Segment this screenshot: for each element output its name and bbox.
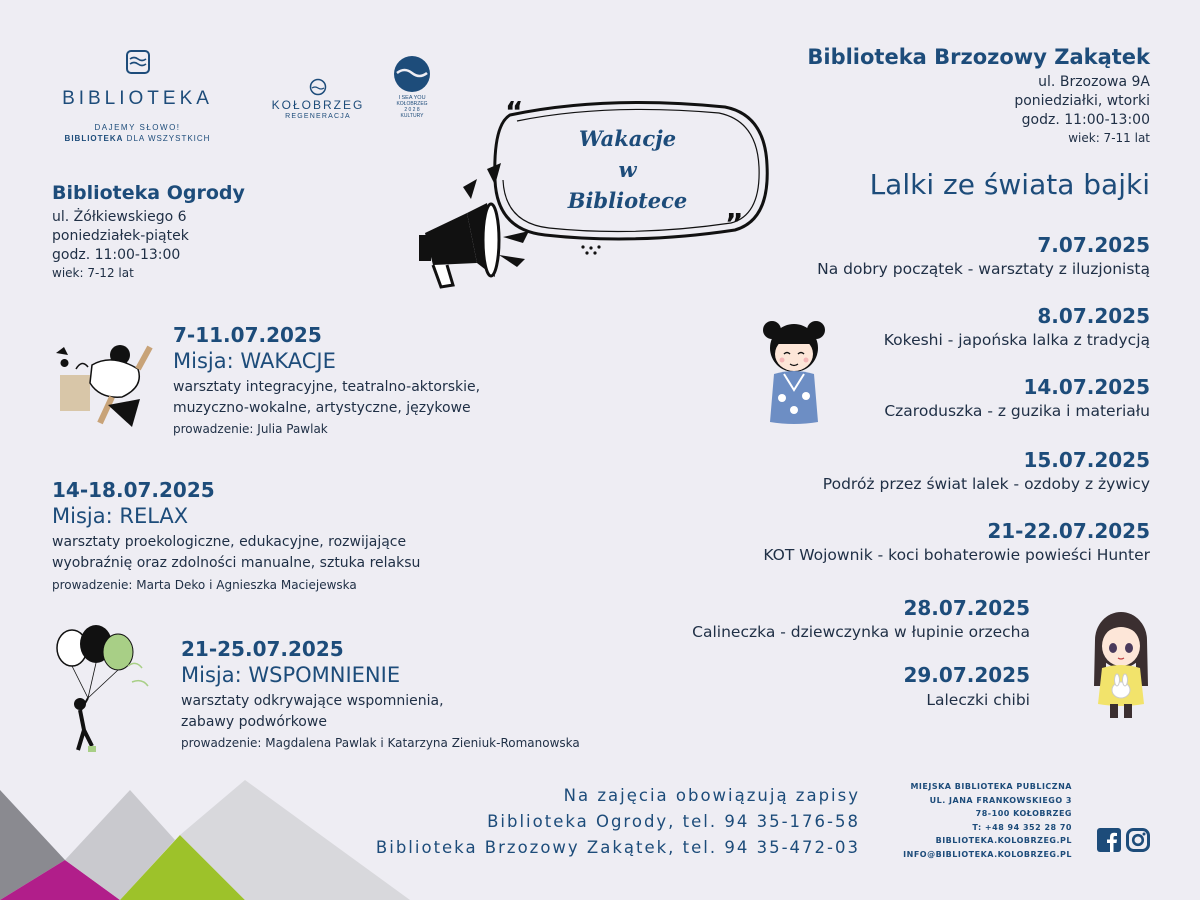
balloons-illustration [52,622,162,762]
enrollment-line3: Biblioteka Brzozowy Zakątek, tel. 94 35-472-03 [375,838,860,857]
event-desc-1: warsztaty odkrywające wspomnienia, [181,693,444,709]
footer-street: UL. JANA FRANKOWSKIEGO 3 [929,795,1072,805]
kolobrzeg-logo-name: KOŁOBRZEG [271,98,365,112]
event-title: Kokeshi - japońska lalka z tradycją [883,331,1150,349]
kolobrzeg-logo-sub: REGENERACJA [285,113,351,120]
biblioteka-logo-name: BIBLIOTEKA [62,88,213,109]
event-title: Na dobry początek - warsztaty z iluzjonistą [817,260,1150,278]
ogrody-event [52,478,492,592]
kolobrzeg-emblem-icon [308,78,328,96]
brzozowy-event [650,448,1150,493]
event-date: 21-25.07.2025 [181,637,344,661]
event-date: 14-18.07.2025 [52,478,215,502]
event-mission: Misja: WAKACJE [173,349,336,373]
book-waves-icon [123,48,153,76]
event-lead: prowadzenie: Magdalena Pawlak i Katarzyna Zieniuk-Romanowska [181,736,580,750]
event-date: 29.07.2025 [903,663,1030,687]
event-date: 7.07.2025 [1037,233,1150,257]
biblioteka-logo-tagline-1: DAJEMY SŁOWO! [94,123,181,132]
event-desc-1: warsztaty proekologiczne, edukacyjne, rozwijające [52,534,407,550]
isea-line3: 2 0 2 8 [404,107,420,113]
enrollment-info [330,783,860,861]
brzozowy-info [700,45,1150,145]
headline [540,123,715,216]
chibi-doll-illustration [1088,608,1154,723]
biblioteka-logo [50,48,225,143]
brzozowy-name: Biblioteka Brzozowy Zakątek [807,45,1150,69]
event-title: Laleczki chibi [926,691,1030,709]
brzozowy-hours: godz. 11:00-13:00 [1021,112,1150,128]
event-title: KOT Wojownik - koci bohaterowie powieści Hunter [763,546,1150,564]
event-desc-2: wyobraźnię oraz zdolności manualne, sztuka relaksu [52,555,421,571]
kokeshi-doll-illustration [760,318,828,426]
brzozowy-event [650,233,1150,278]
isea-line1: I SEA YOU [398,95,426,101]
event-desc-1: warsztaty integracyjne, teatralno-aktorskie, [173,379,481,395]
brzozowy-event [650,375,1150,420]
ogrody-name: Biblioteka Ogrody [52,182,245,204]
event-desc-2: zabawy podwórkowe [181,714,327,730]
facebook-icon[interactable] [1097,828,1121,852]
headline-line1: Wakacje [578,126,677,151]
event-title: Calineczka - dziewczynka w łupinie orzecha [692,623,1030,641]
brzozowy-event [650,519,1150,564]
isea-line4: KULTURY [400,113,424,119]
brzozowy-event [600,596,1030,641]
dancer-illustration [52,335,162,430]
footer-web[interactable]: BIBLIOTEKA.KOLOBRZEG.PL [935,836,1072,845]
event-mission: Misja: WSPOMNIENIE [181,663,401,687]
tagline-bold: BIBLIOTEKA [64,134,124,143]
brzozowy-days: poniedziałki, wtorki [1014,93,1150,109]
footer-email[interactable]: INFO@BIBLIOTEKA.KOLOBRZEG.PL [903,849,1072,859]
isea-line2: KOŁOBRZEG [396,101,428,107]
ogrody-info [52,182,352,280]
brzozowy-event [650,304,1150,349]
ogrody-address: ul. Żółkiewskiego 6 [52,209,187,225]
event-mission: Misja: RELAX [52,504,189,528]
tagline-rest: DLA WSZYSTKICH [123,134,211,143]
event-lead: prowadzenie: Marta Deko i Agnieszka Maciejewska [52,578,357,592]
brzozowy-theme: Lalki ze świata bajki [869,168,1150,201]
footer-phone: T: +48 94 352 28 70 [972,822,1072,832]
footer-address [880,780,1072,861]
enrollment-line2: Biblioteka Ogrody, tel. 94 35-176-58 [487,812,860,831]
biblioteka-logo-tagline-2 [50,134,225,143]
event-date: 15.07.2025 [1023,448,1150,472]
headline-line3: Bibliotece [567,188,688,213]
brzozowy-age: wiek: 7-11 lat [1068,131,1150,145]
enrollment-line1: Na zajęcia obowiązują zapisy [563,786,860,805]
kolobrzeg-logo [262,78,374,120]
instagram-icon[interactable] [1126,828,1150,852]
event-desc-2: muzyczno-wokalne, artystyczne, językowe [173,400,471,416]
ogrody-hours: godz. 11:00-13:00 [52,247,181,263]
event-date: 28.07.2025 [903,596,1030,620]
event-lead: prowadzenie: Julia Pawlak [173,422,328,436]
svg-text:“: “ [505,95,524,128]
event-date: 21-22.07.2025 [987,519,1150,543]
ogrody-event [181,637,611,750]
ogrody-age: wiek: 7-12 lat [52,266,134,280]
event-title: Czaroduszka - z guzika i materiału [884,402,1150,420]
svg-text:”: ” [725,207,744,240]
footer-city: 78-100 KOŁOBRZEG [975,809,1072,818]
event-date: 14.07.2025 [1023,375,1150,399]
brzozowy-address: ul. Brzozowa 9A [1038,74,1150,90]
headline-line2: w [618,157,637,182]
ogrody-event [173,323,593,436]
wave-circle-icon [393,55,431,93]
event-title: Podróż przez świat lalek - ozdoby z żywicy [822,475,1150,493]
ogrody-days: poniedziałek-piątek [52,228,189,244]
footer-org: MIEJSKA BIBLIOTEKA PUBLICZNA [910,782,1072,791]
brzozowy-event [700,663,1030,709]
event-date: 8.07.2025 [1037,304,1150,328]
event-date: 7-11.07.2025 [173,323,322,347]
